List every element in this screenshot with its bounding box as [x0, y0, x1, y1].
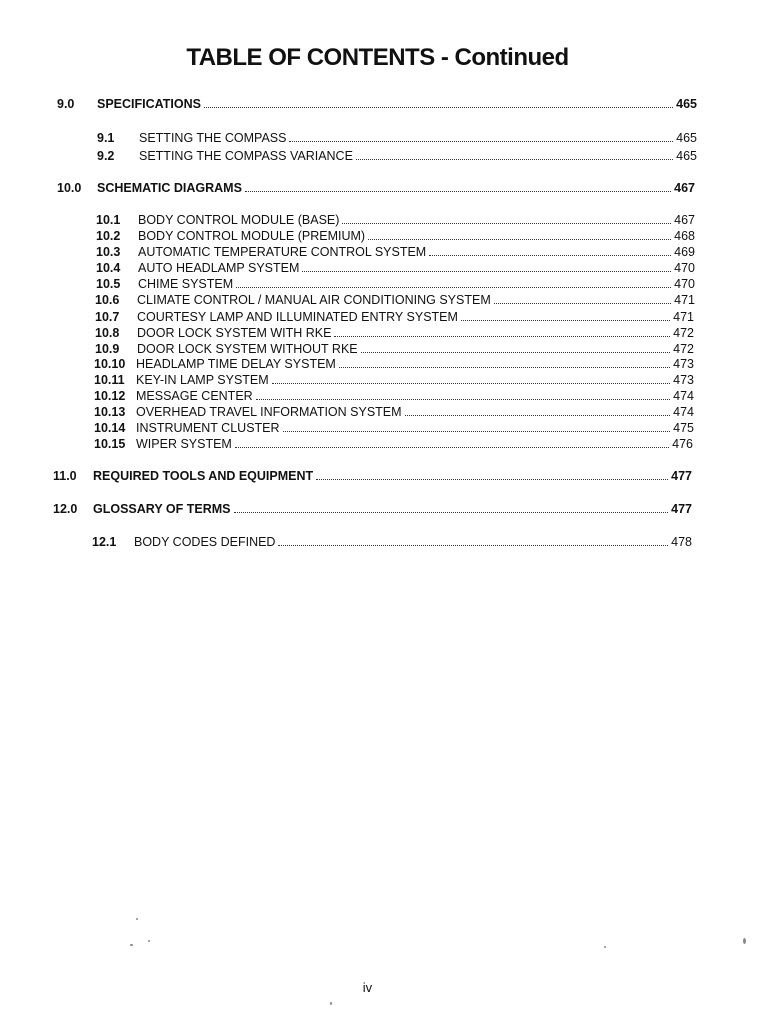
toc-entry-label: REQUIRED TOOLS AND EQUIPMENT	[93, 469, 314, 483]
toc-subsection-row	[95, 342, 694, 356]
toc-entry-page: 471	[674, 293, 695, 307]
toc-entry-number: 10.2	[96, 229, 121, 243]
toc-entry-number: 10.14	[94, 421, 126, 435]
dot-leader	[272, 382, 670, 384]
dot-leader	[204, 106, 673, 108]
toc-entry-label: MESSAGE CENTER	[136, 389, 253, 403]
toc-entry-label: COURTESY LAMP AND ILLUMINATED ENTRY SYSTEM	[137, 310, 458, 324]
toc-entry-page: 469	[674, 245, 695, 259]
scan-speck	[743, 938, 746, 944]
scan-speck	[148, 940, 150, 942]
dot-leader	[461, 319, 670, 321]
dot-leader	[283, 430, 671, 432]
toc-subsection-row	[97, 131, 697, 145]
dot-leader	[339, 366, 670, 368]
toc-subsection-row	[94, 373, 694, 387]
toc-entry-label: HEADLAMP TIME DELAY SYSTEM	[136, 357, 336, 371]
toc-subsection-row	[96, 229, 695, 243]
toc-entry-page: 474	[673, 405, 694, 419]
toc-entry-number: 10.7	[95, 310, 120, 324]
dot-leader	[245, 190, 671, 192]
toc-entry-label: AUTO HEADLAMP SYSTEM	[138, 261, 300, 275]
toc-subsection-row	[94, 405, 694, 419]
toc-entry-page: 467	[674, 213, 695, 227]
toc-entry-number: 9.1	[97, 131, 115, 145]
toc-entry-number: 10.1	[96, 213, 121, 227]
toc-entry-page: 473	[673, 357, 694, 371]
toc-entry-number: 10.10	[94, 357, 126, 371]
toc-subsection-row	[96, 261, 695, 275]
toc-subsection-row	[95, 293, 695, 307]
toc-entry-number: 10.13	[94, 405, 126, 419]
toc-entry-page: 468	[674, 229, 695, 243]
toc-entry-page: 465	[676, 97, 697, 111]
toc-entry-number: 10.3	[96, 245, 121, 259]
toc-subsection-row	[94, 389, 694, 403]
dot-leader	[316, 478, 668, 480]
scan-speck	[136, 918, 138, 920]
toc-entry-label: BODY CONTROL MODULE (PREMIUM)	[138, 229, 366, 243]
toc-entry-number: 10.8	[95, 326, 120, 340]
toc-subsection-row	[92, 535, 692, 549]
dot-leader	[256, 398, 670, 400]
toc-entry-label: BODY CONTROL MODULE (BASE)	[138, 213, 340, 227]
toc-entry-label: WIPER SYSTEM	[136, 437, 232, 451]
toc-entry-page: 465	[676, 131, 697, 145]
toc-subsection-row	[95, 326, 694, 340]
toc-entry-number: 10.4	[96, 261, 121, 275]
toc-entry-page: 475	[673, 421, 694, 435]
toc-entry-label: BODY CODES DEFINED	[134, 535, 276, 549]
toc-entry-page: 477	[671, 502, 692, 516]
scan-speck	[604, 946, 606, 948]
dot-leader	[356, 158, 673, 160]
toc-entry-label: DOOR LOCK SYSTEM WITHOUT RKE	[137, 342, 358, 356]
toc-entry-label: SETTING THE COMPASS	[139, 131, 287, 145]
toc-entry-number: 10.12	[94, 389, 126, 403]
toc-entry-page: 476	[672, 437, 693, 451]
page-number-footer: iv	[362, 980, 373, 995]
toc-entry-page: 477	[671, 469, 692, 483]
scan-speck	[330, 1002, 332, 1005]
toc-entry-number: 9.2	[97, 149, 115, 163]
toc-subsection-row	[96, 245, 695, 259]
toc-subsection-row	[94, 357, 694, 371]
toc-section-row	[53, 469, 692, 483]
toc-entry-label: SCHEMATIC DIAGRAMS	[97, 181, 242, 195]
page-title: TABLE OF CONTENTS - Continued	[186, 44, 569, 71]
dot-leader	[368, 238, 671, 240]
dot-leader	[494, 302, 671, 304]
toc-entry-label: SPECIFICATIONS	[97, 97, 201, 111]
toc-entry-label: KEY-IN LAMP SYSTEM	[136, 373, 269, 387]
toc-entry-label: INSTRUMENT CLUSTER	[136, 421, 280, 435]
toc-entry-page: 465	[676, 149, 697, 163]
toc-entry-page: 473	[673, 373, 694, 387]
toc-entry-page: 472	[673, 342, 694, 356]
toc-entry-number: 10.15	[94, 437, 126, 451]
toc-section-row	[57, 97, 697, 111]
toc-entry-number: 11.0	[53, 469, 77, 483]
dot-leader	[235, 446, 669, 448]
toc-subsection-row	[96, 277, 695, 291]
toc-subsection-row	[94, 421, 694, 435]
toc-entry-page: 470	[674, 277, 695, 291]
toc-subsection-row	[95, 310, 694, 324]
dot-leader	[334, 335, 670, 337]
toc-entry-page: 472	[673, 326, 694, 340]
toc-entry-label: GLOSSARY OF TERMS	[93, 502, 231, 516]
toc-entry-number: 12.1	[92, 535, 117, 549]
toc-entry-label: OVERHEAD TRAVEL INFORMATION SYSTEM	[136, 405, 402, 419]
toc-entry-number: 10.9	[95, 342, 120, 356]
toc-entry-label: AUTOMATIC TEMPERATURE CONTROL SYSTEM	[138, 245, 427, 259]
toc-section-row	[53, 502, 692, 516]
toc-entry-number: 9.0	[57, 97, 75, 111]
toc-entry-page: 471	[673, 310, 694, 324]
toc-entry-page: 470	[674, 261, 695, 275]
toc-entry-label: CHIME SYSTEM	[138, 277, 234, 291]
toc-entry-label: SETTING THE COMPASS VARIANCE	[139, 149, 353, 163]
toc-entry-number: 10.6	[95, 293, 120, 307]
toc-entry-number: 10.5	[96, 277, 121, 291]
dot-leader	[429, 254, 671, 256]
dot-leader	[278, 544, 668, 546]
dot-leader	[342, 222, 671, 224]
toc-entry-label: DOOR LOCK SYSTEM WITH RKE	[137, 326, 332, 340]
toc-entry-number: 10.0	[57, 181, 82, 195]
toc-entry-page: 467	[674, 181, 695, 195]
toc-entry-number: 12.0	[53, 502, 78, 516]
toc-entry-page: 478	[671, 535, 692, 549]
toc-entry-number: 10.11	[94, 373, 125, 387]
dot-leader	[236, 286, 671, 288]
dot-leader	[302, 270, 671, 272]
toc-section-row	[57, 181, 695, 195]
scan-speck	[130, 944, 133, 946]
toc-entry-label: CLIMATE CONTROL / MANUAL AIR CONDITIONING SYSTEM	[137, 293, 491, 307]
toc-subsection-row	[94, 437, 693, 451]
dot-leader	[361, 351, 671, 353]
dot-leader	[405, 414, 671, 416]
toc-subsection-row	[97, 149, 697, 163]
toc-entry-page: 474	[673, 389, 694, 403]
dot-leader	[234, 511, 669, 513]
dot-leader	[289, 140, 673, 142]
toc-subsection-row	[96, 213, 695, 227]
